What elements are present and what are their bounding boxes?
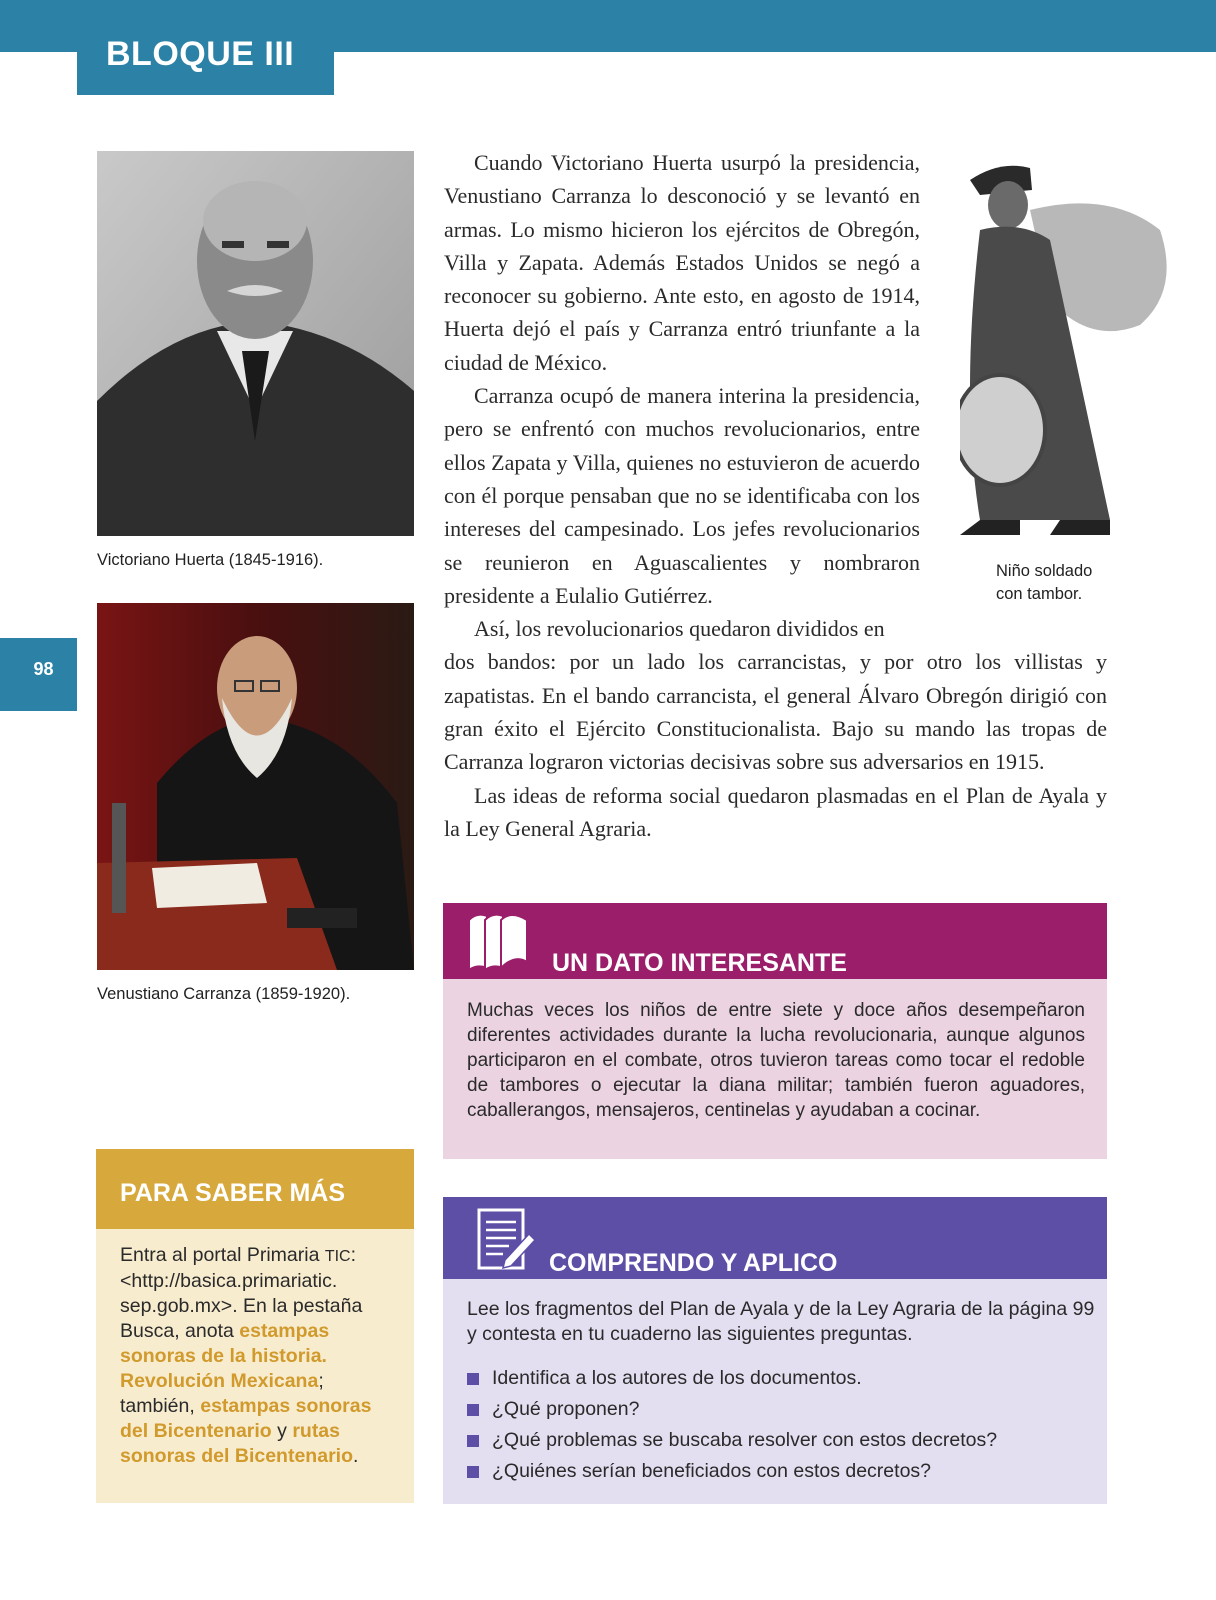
huerta-portrait [97,151,414,536]
dato-text: Muchas veces los niños de entre siete y doce años desempeñaron diferentes actividades durante la lucha revolucionaria, aunque algunos participaron en el combate, otros tuvieron tareas como tocar el redoble de tambores o ejecutar la diana militar; también fueron aguadores, caballerangos, mensajeros, centinelas y ayudaban a cocinar. [467,1000,1085,1121]
list-item-text: ¿Qué problemas se buscaba resolver con estos decretos? [492,1429,998,1451]
saber-tic: TIC [324,1248,351,1265]
comprendo-title: COMPRENDO Y APLICO [549,1249,838,1277]
bullet-square-icon [467,1435,479,1447]
huerta-caption: Victoriano Huerta (1845-1916). [97,551,324,569]
document-pencil-icon [475,1206,537,1272]
carranza-caption: Venustiano Carranza (1859-1920). [97,985,351,1003]
saber-text-4: y [271,1420,293,1442]
question-list [467,1363,997,1487]
saber-highlight-2: estampas sonoras del Bicentenario [120,1395,372,1442]
saber-text [120,1243,400,1469]
paragraph-3a: Así, los revolucionarios quedaron divididos en [474,616,885,642]
paragraph-2: Carranza ocupó de manera interina la presidencia, pero se enfrentó con muchos revolucionarios, entre ellos Zapata y Villa, quienes no estuvieron de acuerdo con él porque pensaban que no se identificaba con los intereses del campesinado. Los jefes revolucionarios se reunieron en Aguascalientes y nombraron presidente a Eulalio Gutiérrez. [444,383,920,608]
carranza-portrait [97,603,414,970]
list-item [467,1425,997,1456]
dato-title: UN DATO INTERESANTE [552,949,847,977]
list-item-text: ¿Qué proponen? [492,1398,640,1420]
saber-text-5: . [352,1445,359,1467]
list-item-text: ¿Quiénes serían beneficiados con estos decretos? [492,1460,932,1482]
list-item [467,1363,997,1394]
saber-text-2: : <http://basica.primariatic. sep.gob.mx>. En la pestaña Busca, anota [120,1244,363,1342]
bullet-square-icon [467,1466,479,1478]
nino-caption-line2: con tambor. [996,585,1083,603]
bullet-square-icon [467,1404,479,1416]
saber-text-1: Entra al portal Primaria [120,1244,325,1266]
saber-text-3: ; también, [120,1370,324,1417]
page-number: 98 [33,659,54,679]
paragraph-1: Cuando Victoriano Huerta usurpó la presidencia, Venustiano Carranza lo desconoció y se levantó en armas. Lo mismo hicieron los ejércitos de Obregón, Villa y Zapata. Además Estados Unidos se negó a reconocer su gobierno. Ante esto, en agosto de 1914, Huerta dejó el país y Carranza entró triunfante a la ciudad de México. [444,150,920,375]
paragraph-4: Las ideas de reforma social quedaron plasmadas en el Plan de Ayala y la Ley General Agraria. [444,782,1107,841]
nino-caption-line1: Niño soldado [996,562,1093,580]
list-item [467,1456,997,1487]
saber-highlight-1: estampas sonoras de la historia. Revolución Mexicana [120,1320,330,1392]
list-item [467,1394,997,1425]
paragraph-3b: dos bandos: por un lado los carrancistas, y por otro los villistas y zapatistas. En el bando carrancista, el general Álvaro Obregón dirigió con gran éxito el Ejército Constitucionalista. Bajo su mando las tropas de Carranza lograron victorias decisivas sobre sus adversarios en 1915. [444,649,1107,775]
bullet-square-icon [467,1373,479,1385]
bloque-title: BLOQUE III [106,35,295,73]
main-text [444,146,1107,845]
saber-highlight-3: rutas sonoras del Bicentenario [120,1420,353,1467]
comprendo-intro: Lee los fragmentos del Plan de Ayala y de la Ley Agraria de la página 99 y contesta en tu cuaderno las siguientes preguntas. [467,1298,1095,1345]
books-icon [465,906,533,972]
list-item-text: Identifica a los autores de los documentos. [492,1367,862,1389]
saber-title: PARA SABER MÁS [120,1179,346,1207]
